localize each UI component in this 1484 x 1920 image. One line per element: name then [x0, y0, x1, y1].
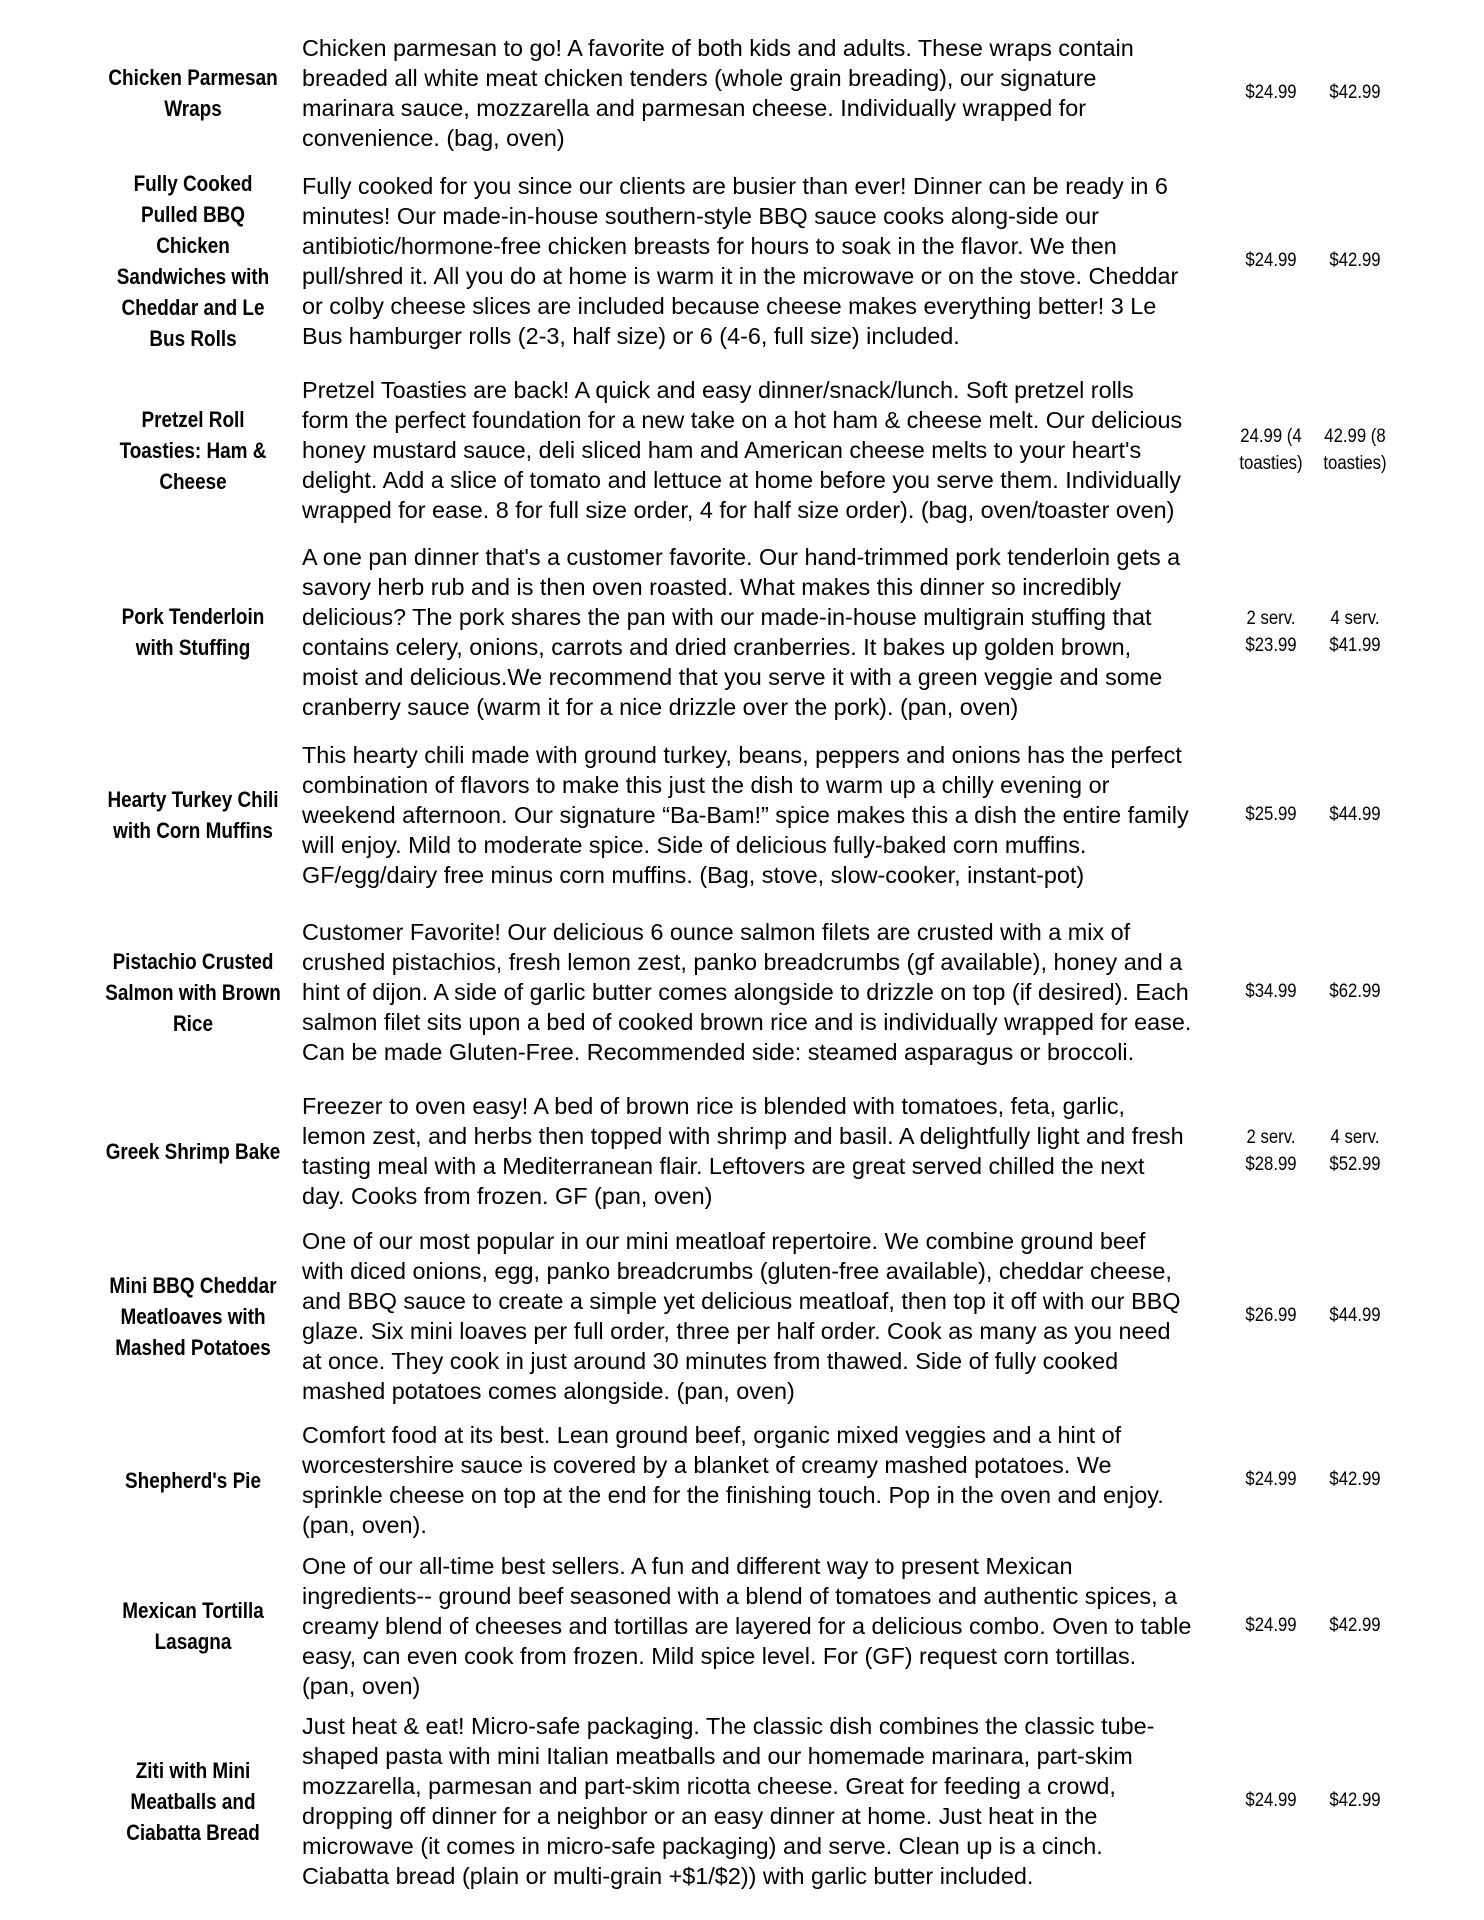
price-half: $25.99	[1245, 804, 1297, 825]
item-description: Fully cooked for you since our clients are busier than ever! Dinner can be ready in 6 minutes! Our made-in-house southern-style BBQ sauce cooks along-side our antibiotic/hormone-free chicken breasts for hours to soak in the flavor. We then pull/shred it. All you do at home is warm it in the microwave or on the stove. Cheddar or colby cheese slices are included because cheese makes everything better! 3 Le Bus hamburger rolls (2-3, half size) or 6 (4-6, full size) included.	[302, 173, 1179, 349]
item-name: Hearty Turkey Chili with Corn Muffins	[107, 787, 279, 843]
item-description: One of our most popular in our mini meatloaf repertoire. We combine ground beef with diced onions, egg, panko breadcrumbs (gluten-free available), cheddar cheese, and BBQ sauce to create a simple yet delicious meatloaf, then top it off with our BBQ glaze. Six mini loaves per full order, three per half order. Cook as many as you need at once. They cook in just around 30 minutes from thawed. Side of fully cooked mashed potatoes comes alongside. (pan, oven)	[302, 1228, 1181, 1404]
price-half: 24.99 (4 toasties)	[1239, 426, 1303, 474]
price-full: $42.99	[1329, 1615, 1381, 1636]
item-name: Ziti with Mini Meatballs and Ciabatta Bread	[126, 1757, 260, 1845]
price-full: $42.99	[1329, 250, 1381, 271]
item-description: Pretzel Toasties are back! A quick and easy dinner/snack/lunch. Soft pretzel rolls form the perfect foundation for a new take on a hot ham & cheese melt. Our delicious honey mustard sauce, deli sliced ham and American cheese melts to your heart's delight. Add a slice of tomato and lettuce at home before you serve them. Individually wrapped for ease. 8 for full size order, 4 for half size order). (bag, oven/toaster oven)	[302, 377, 1183, 523]
price-half: $24.99	[1245, 1469, 1297, 1490]
menu-item-mexican-tortilla-lasagna	[0, 1551, 1484, 1701]
item-description: Chicken parmesan to go! A favorite of both kids and adults. These wraps contain breaded all white meat chicken tenders (whole grain breading), our signature marinara sauce, mozzarella and parmesan cheese. Individually wrapped for convenience. (bag, oven)	[302, 35, 1134, 151]
item-description: Customer Favorite! Our delicious 6 ounce salmon filets are crusted with a mix of crushed pistachios, fresh lemon zest, panko breadcrumbs (gf available), honey and a hint of dijon. A side of garlic butter comes alongside to drizzle on top (if desired). Each salmon filet sits upon a bed of cooked brown rice and is individually wrapped for ease. Can be made Gluten-Free. Recommended side: steamed asparagus or broccoli.	[302, 919, 1192, 1065]
item-name: Mini BBQ Cheddar Meatloaves with Mashed Potatoes	[109, 1272, 277, 1360]
price-half: $24.99	[1245, 1615, 1297, 1636]
item-name: Greek Shrimp Bake	[105, 1138, 281, 1164]
price-full: $44.99	[1329, 1305, 1381, 1326]
menu-item-greek-shrimp-bake	[0, 1091, 1484, 1211]
price-half: $24.99	[1245, 250, 1297, 271]
menu-item-chicken-parmesan-wraps	[0, 33, 1484, 153]
item-name: Fully Cooked Pulled BBQ Chicken Sandwiches with Cheddar and Le Bus Rolls	[116, 171, 270, 351]
price-half: $26.99	[1245, 1305, 1297, 1326]
menu-item-pistachio-crusted-salmon	[0, 917, 1484, 1067]
price-half: $24.99	[1245, 82, 1297, 103]
item-description: Freezer to oven easy! A bed of brown rice is blended with tomatoes, feta, garlic, lemon zest, and herbs then topped with shrimp and basil. A delightfully light and fresh tasting meal with a Mediterranean flair. Leftovers are great served chilled the next day. Cooks from frozen. GF (pan, oven)	[302, 1093, 1184, 1209]
price-full: $42.99	[1329, 82, 1381, 103]
price-full: $42.99	[1329, 1790, 1381, 1811]
price-half: 2 serv. $23.99	[1245, 608, 1297, 656]
menu-item-pulled-bbq-chicken-sandwiches	[0, 171, 1484, 351]
price-full: $44.99	[1329, 804, 1381, 825]
item-description: Just heat & eat! Micro-safe packaging. The classic dish combines the classic tube- shaped pasta with mini Italian meatballs and our homemade marinara, part-skim mozzarella, parmesan and part-skim ricotta cheese. Great for feeding a crowd, dropping off dinner for a neighbor or an easy dinner at home. Just heat in the microwave (it comes in micro-safe packaging) and serve. Clean up is a cinch. Ciabatta bread (plain or multi-grain +$1/$2)) with garlic butter included.	[302, 1713, 1155, 1889]
item-description: One of our all-time best sellers. A fun and different way to present Mexican ingredients-- ground beef seasoned with a blend of tomatoes and authentic spices, a creamy blend of cheeses and tortillas are layered for a delicious combo. Oven to table easy, can even cook from frozen. Mild spice level. For (GF) request corn tortillas. (pan, oven)	[302, 1553, 1192, 1699]
price-half: $24.99	[1245, 1790, 1297, 1811]
price-half: 2 serv. $28.99	[1245, 1127, 1297, 1175]
menu-item-pork-tenderloin	[0, 542, 1484, 722]
menu-item-shepherds-pie	[0, 1420, 1484, 1540]
price-full: 4 serv. $52.99	[1329, 1127, 1381, 1175]
item-description: Comfort food at its best. Lean ground beef, organic mixed veggies and a hint of worcestershire sauce is covered by a blanket of creamy mashed potatoes. We sprinkle cheese on top at the end for the finishing touch. Pop in the oven and enjoy. (pan, oven).	[302, 1422, 1164, 1538]
menu-item-ziti-with-mini-meatballs	[0, 1711, 1484, 1891]
item-name: Pretzel Roll Toasties: Ham & Cheese	[119, 406, 267, 494]
item-name: Mexican Tortilla Lasagna	[122, 1598, 264, 1654]
item-description: This hearty chili made with ground turkey, beans, peppers and onions has the perfect combination of flavors to make this just the dish to warm up a chilly evening or weekend afternoon. Our signature “Ba-Bam!” spice makes this a dish the entire family will enjoy. Mild to moderate spice. Side of delicious fully-baked corn muffins. GF/egg/dairy free minus corn muffins. (Bag, stove, slow-cooker, instant-pot)	[302, 742, 1189, 888]
menu-item-mini-bbq-cheddar-meatloaves	[0, 1226, 1484, 1406]
price-full: 4 serv. $41.99	[1329, 608, 1381, 656]
price-half: $34.99	[1245, 981, 1297, 1002]
item-name: Shepherd's Pie	[125, 1467, 261, 1493]
item-name: Pork Tenderloin with Stuffing	[121, 604, 265, 660]
menu-item-hearty-turkey-chili	[0, 740, 1484, 890]
item-name: Chicken Parmesan Wraps	[108, 65, 278, 121]
price-full: $42.99	[1329, 1469, 1381, 1490]
price-full: 42.99 (8 toasties)	[1323, 426, 1387, 474]
price-full: $62.99	[1329, 981, 1381, 1002]
item-name: Pistachio Crusted Salmon with Brown Rice	[105, 948, 281, 1036]
item-description: A one pan dinner that's a customer favorite. Our hand-trimmed pork tenderloin gets a savory herb rub and is then oven roasted. What makes this dinner so incredibly delicious? The pork shares the pan with our made-in-house multigrain stuffing that contains celery, onions, carrots and dried cranberries. It bakes up golden brown, moist and delicious.We recommend that you serve it with a green veggie and some cranberry sauce (warm it for a nice drizzle over the pork). (pan, oven)	[302, 544, 1181, 720]
menu-item-pretzel-roll-toasties	[0, 375, 1484, 525]
